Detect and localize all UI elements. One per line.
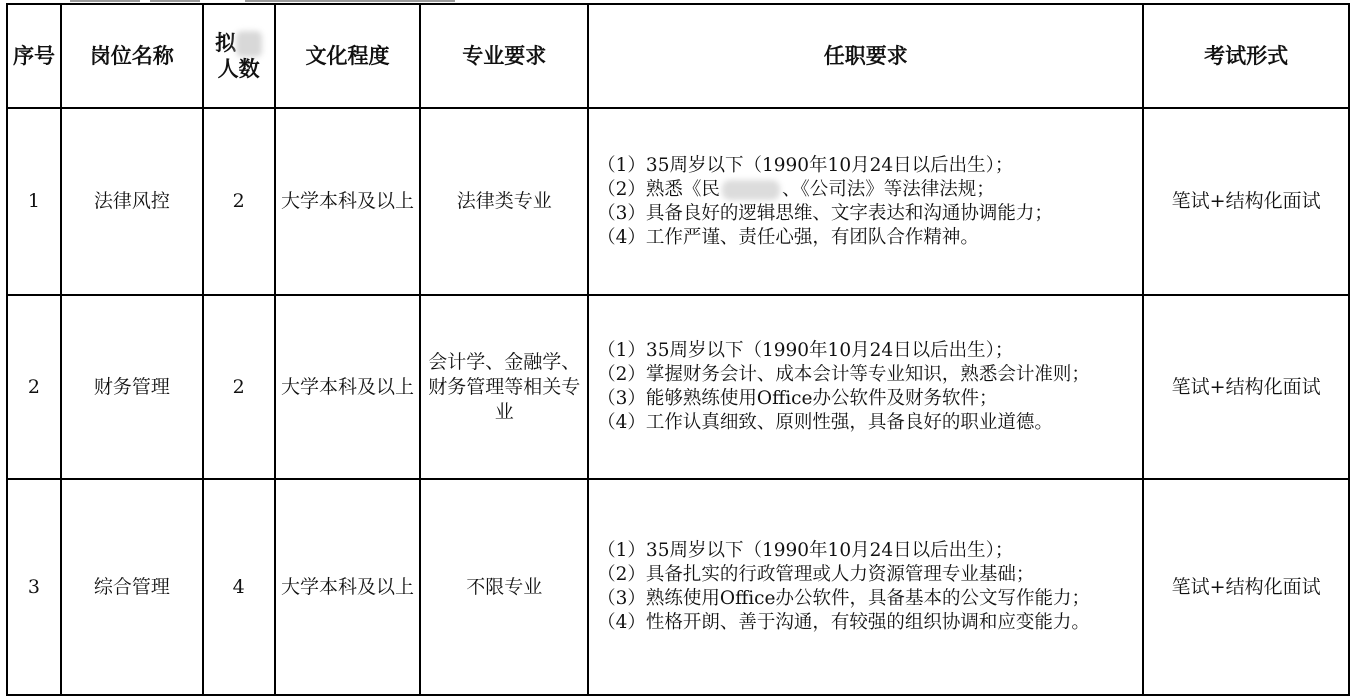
cell-seq: 3 (7, 479, 61, 695)
header-education: 文化程度 (275, 4, 421, 108)
cell-seq: 1 (7, 108, 61, 295)
cell-major: 法律类专业 (420, 108, 588, 295)
cell-count: 4 (203, 479, 275, 695)
requirement-line: （1）35周岁以下（1990年10月24日以后出生）； (597, 340, 1014, 361)
table-row (7, 479, 1349, 695)
table-row (7, 295, 1349, 479)
header-row (7, 4, 1349, 108)
cell-exam: 笔试+结构化面试 (1143, 479, 1349, 695)
requirement-line: （4）工作认真细致、原则性强，具备良好的职业道德。 (597, 412, 1053, 433)
cell-requirements (588, 295, 1143, 479)
header-count-line2: 人数 (217, 57, 260, 81)
requirement-line: （2）具备扎实的行政管理或人力资源管理专业基础； (597, 564, 1035, 585)
cell-requirements (588, 479, 1143, 695)
requirement-line: （1）35周岁以下（1990年10月24日以后出生）； (597, 154, 1014, 176)
cell-exam: 笔试+结构化面试 (1143, 108, 1349, 295)
cell-requirements (588, 108, 1143, 295)
requirement-line: （3）熟练使用Office办公软件，具备基本的公文写作能力； (597, 588, 1090, 609)
cell-position: 法律风控 (61, 108, 203, 295)
cell-education: 大学本科及以上 (275, 295, 421, 479)
requirement-line: （3）能够熟练使用Office办公软件及财务软件； (597, 388, 998, 409)
requirement-line: （4）性格开朗、善于沟通，有较强的组织协调和应变能力。 (597, 612, 1090, 633)
requirement-line: （3）具备良好的逻辑思维、文字表达和沟通协调能力； (597, 202, 1053, 224)
requirement-line: （2）熟悉《民 、《公司法》等法律法规； (597, 178, 995, 200)
requirement-line: （2）掌握财务会计、成本会计等专业知识，熟悉会计准则； (597, 364, 1090, 385)
requirement-line: （1）35周岁以下（1990年10月24日以后出生）； (597, 540, 1014, 561)
cell-position: 综合管理 (61, 479, 203, 695)
redaction-blur (722, 180, 780, 200)
header-seq: 序号 (7, 4, 61, 108)
cell-count: 2 (203, 108, 275, 295)
cell-exam: 笔试+结构化面试 (1143, 295, 1349, 479)
header-exam: 考试形式 (1143, 4, 1349, 108)
cell-education: 大学本科及以上 (275, 479, 421, 695)
recruitment-table (6, 3, 1350, 696)
cell-count: 2 (203, 295, 275, 479)
table-row (7, 108, 1349, 295)
header-count (203, 4, 275, 108)
header-count-line1: 拟 (215, 31, 237, 55)
cell-education: 大学本科及以上 (275, 108, 421, 295)
cell-position: 财务管理 (61, 295, 203, 479)
cell-major: 不限专业 (420, 479, 588, 695)
header-major: 专业要求 (420, 4, 588, 108)
header-requirements: 任职要求 (588, 4, 1143, 108)
cell-seq: 2 (7, 295, 61, 479)
cell-major: 会计学、金融学、财务管理等相关专业 (420, 295, 588, 479)
redaction-blur (236, 31, 262, 57)
requirement-line: （4）工作严谨、责任心强，有团队合作精神。 (597, 226, 979, 248)
header-position: 岗位名称 (61, 4, 203, 108)
